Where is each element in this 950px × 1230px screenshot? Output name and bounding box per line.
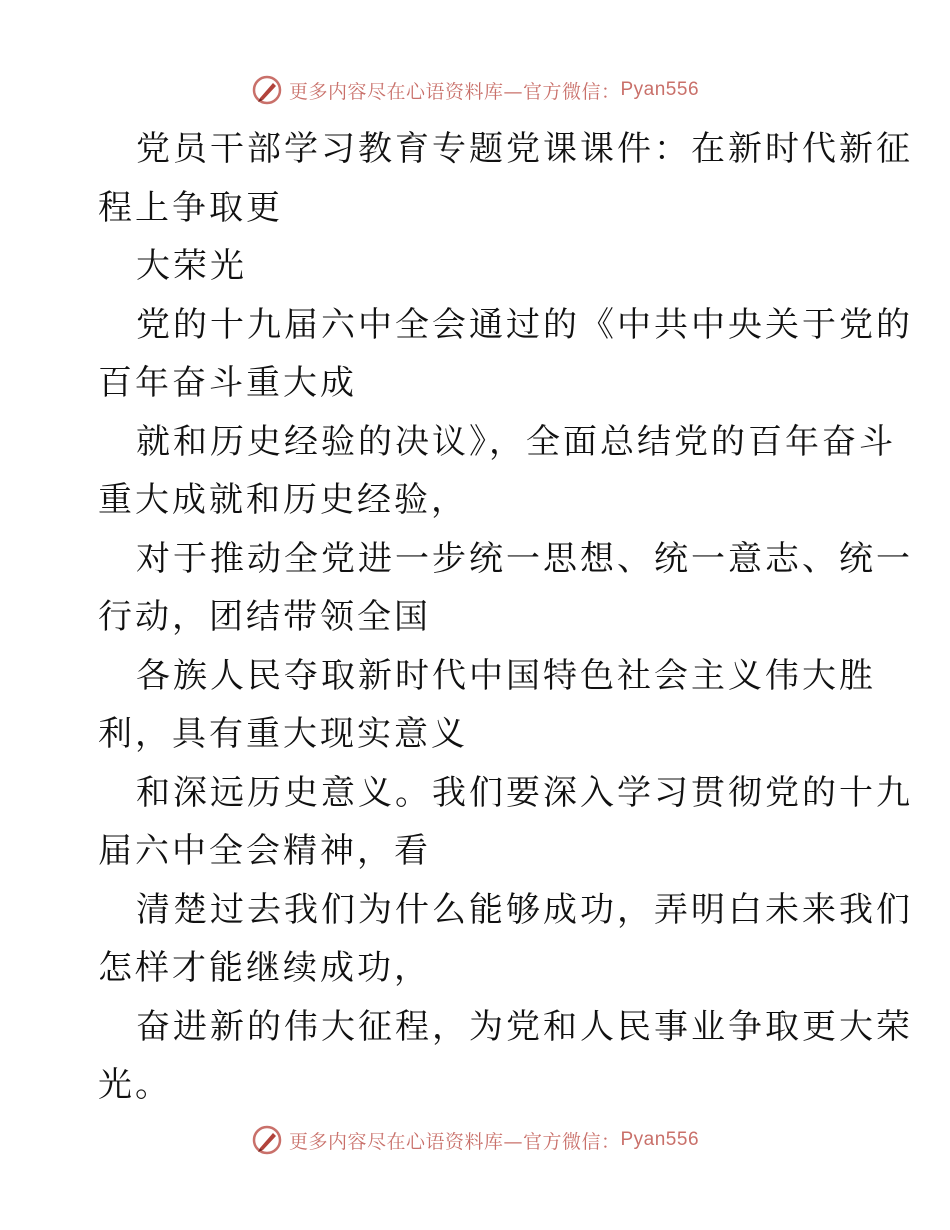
text-line: 届六中全会精神，看 — [98, 831, 431, 871]
text-line: 就和历史经验的决议》，全面总结党的百年奋斗 — [136, 421, 896, 462]
text-line: 清楚过去我们为什么能够成功，弄明白未来我们 — [136, 889, 913, 930]
text-line: 和深远历史意义。我们要深入学习贯彻党的十九 — [136, 772, 913, 813]
watermark-text: 更多内容尽在心语资料库—官方微信： — [288, 80, 621, 103]
watermark-wechat-id: Pyan556 — [620, 79, 700, 100]
text-line: 程上争取更 — [98, 187, 283, 228]
text-line: 光。 — [98, 1065, 172, 1105]
text-line: 行动，团结带领全国 — [98, 597, 431, 637]
text-line: 党员干部学习教育专题党课课件：在新时代新征 — [136, 129, 913, 169]
watermark-wechat-id: Pyan556 — [620, 1129, 700, 1150]
watermark-text: 更多内容尽在心语资料库—官方微信： — [288, 1130, 621, 1153]
text-line: 百年奋斗重大成 — [98, 363, 357, 403]
text-line: 各族人民夺取新时代中国特色社会主义伟大胜 — [136, 655, 876, 696]
text-line: 怎样才能继续成功， — [98, 948, 431, 988]
text-line: 党的十九届六中全会通过的《中共中央关于党的 — [136, 304, 913, 345]
pen-logo-icon — [251, 1124, 283, 1156]
document-body — [98, 120, 913, 1115]
pen-logo-icon — [251, 74, 283, 106]
text-line: 奋进新的伟大征程，为党和人民事业争取更大荣 — [136, 1006, 913, 1047]
text-line: 重大成就和历史经验， — [98, 480, 468, 520]
text-line: 利，具有重大现实意义 — [98, 714, 468, 754]
text-line: 对于推动全党进一步统一思想、统一意志、统一 — [136, 538, 913, 579]
text-line: 大荣光 — [136, 246, 247, 286]
header-watermark — [0, 70, 950, 110]
footer-watermark — [0, 1120, 950, 1160]
